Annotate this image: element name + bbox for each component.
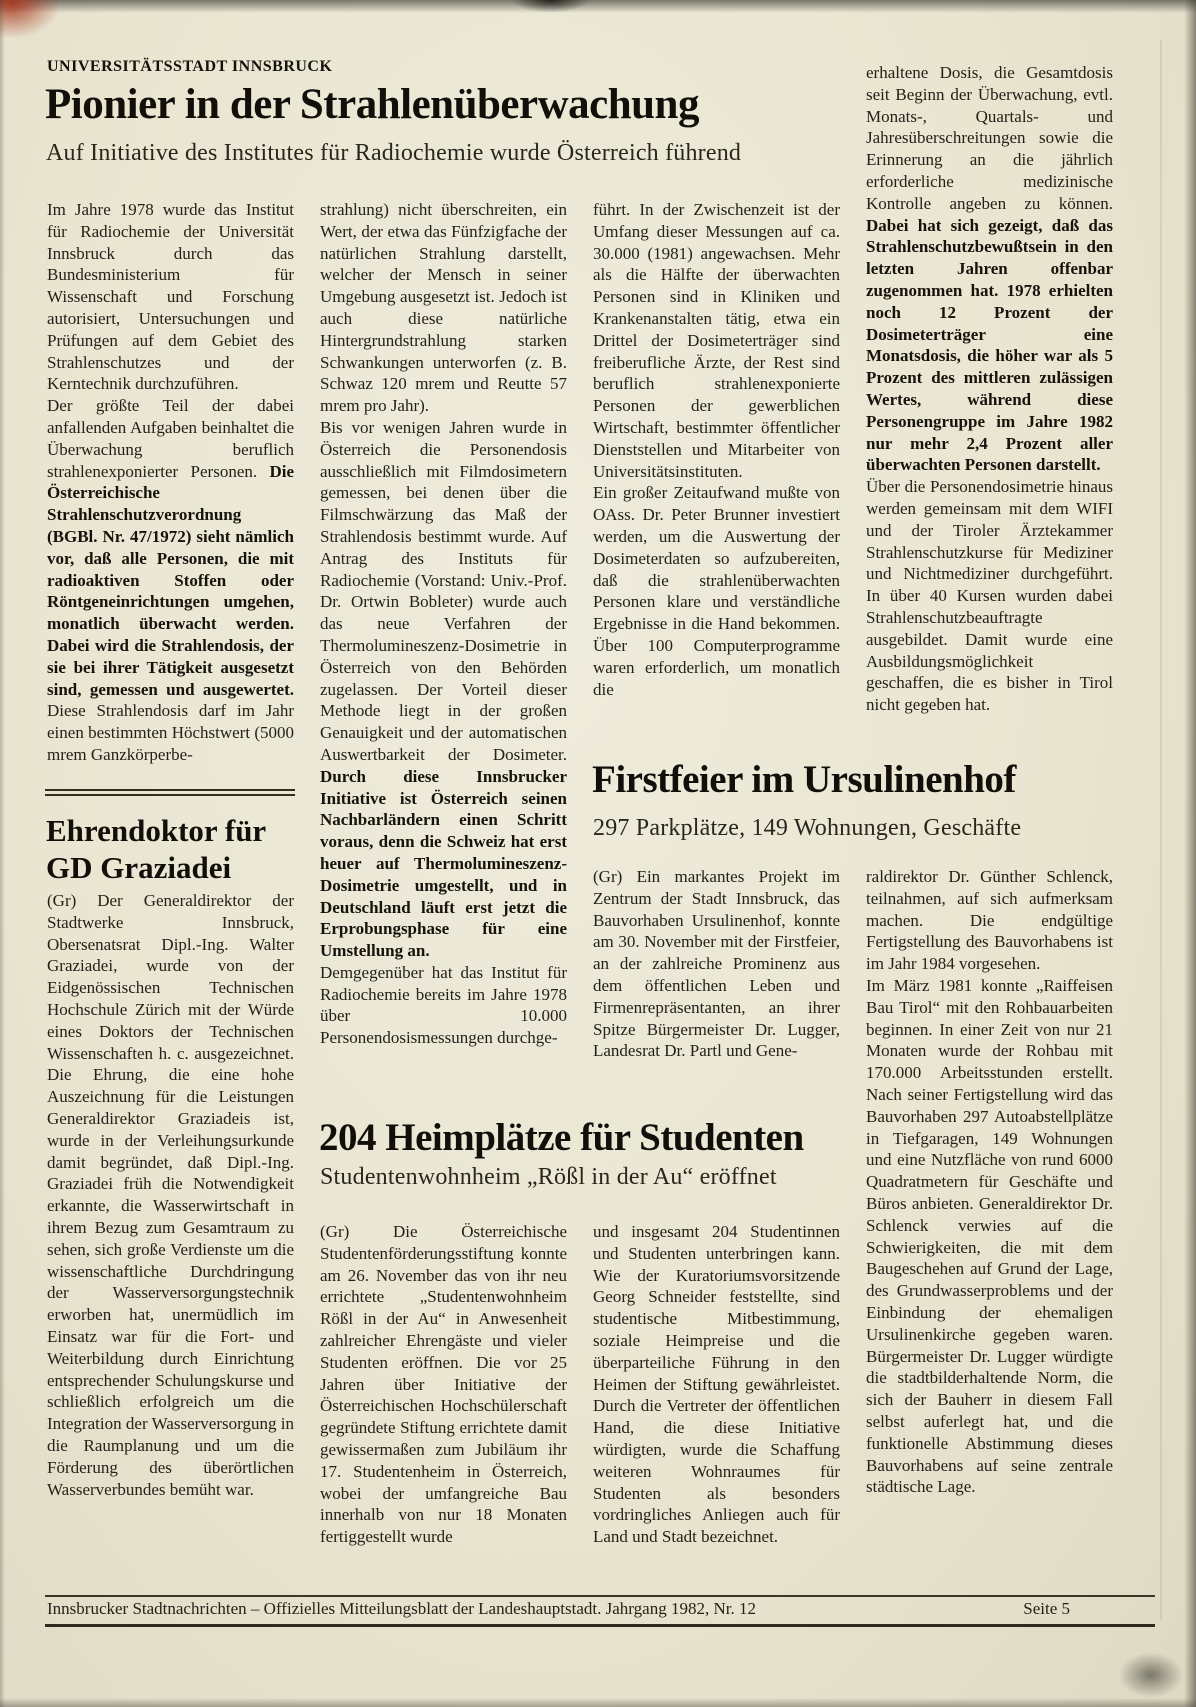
text-run: Diese Strahlendosis darf im Jahr einen bestimmten Höchstwert (5000 mrem Ganzkörperbe-: [47, 701, 294, 764]
text-run: Im Jahre 1978 wurde das Institut für Radiochemie der Universität Innsbruck durch das Bundesministerium für Wissenschaft und Forschung autorisiert, Untersuchungen und Prüfungen auf dem Gebiet des Strahlenschutzes und der Kerntechnik durchzuführen.: [47, 200, 294, 394]
text-run: Im März 1981 konnte „Raiffeisen Bau Tirol“ mit den Rohbauarbeiten beginnen. In einer Zeit von nur 21 Monaten wurde der Rohbau mit 170.000 Arbeitsstunden erstellt. Nach seiner Fertigstellung wird das Bauvorhaben 297 Autoabstellplätze in Tiefgaragen, 149 Wohnungen und eine Nutzfläche von rund 6000 Quadratmetern für Geschäfte und Büros anbieten. Generaldirektor Dr. Schlenck verwies auf die Schwierigkeiten, die mit dem Baugeschehen auf Grund der Lage, des Grundwasserproblems und der Einbindung der ehemaligen Ursulinenkirche gegeben waren. Bürgermeister Dr. Lugger würdigte die stadtbilderhaltende Norm, die sich der Bauherr in diesem Fall selbst auferlegt hat, und die funktionelle Abstimmung dieses Bauvorhabens auf seine zentrale städtische Lage.: [866, 975, 1113, 1497]
footer-rule-bottom: [45, 1624, 1155, 1627]
text-run: Bis vor wenigen Jahren wurde in Österreich die Personendosis ausschließlich mit Filmdosimetern gemessen, bei denen über die Filmschwärzung das Maß der Strahlendosis bestimmt wurde. Auf Antrag des Instituts für Radiochemie (Vorstand: Univ.-Prof. Dr. Ortwin Bobleter) wurde auch das neue Verfahren der Thermolumineszenz-Dosimetrie in Österreich von den Behörden zugelassen. Der Vorteil dieser Methode liegt in der großen Genauigkeit und der automatischen Auswertbarkeit der Dosimeter.: [320, 417, 567, 764]
bold-text-run: Dabei hat sich gezeigt, daß das Strahlenschutzbewußtsein in den letzten Jahren offenbar zugenommen hat. 1978 erhielten noch 12 Prozent der Dosimeterträger eine Monatsdosis, die höher war als 5 Prozent des mittleren zulässigen Wertes, während diese Personengruppe im Jahre 1982 nur mehr 2,4 Prozent aller überwachten Personen darstellt.: [866, 215, 1113, 475]
scan-top-blob: [514, 0, 588, 12]
article-radiation-deck: Auf Initiative des Institutes für Radiochemie wurde Österreich führend: [46, 140, 742, 166]
article-ursulinenhof-headline: Firstfeier im Ursulinenhof: [592, 758, 1016, 801]
paragraph: [593, 482, 840, 700]
article-studenten-column-2: [593, 1221, 840, 1548]
paragraph: [47, 890, 294, 1500]
article-radiation-kicker: UNIVERSITÄTSSTADT INNSBRUCK: [47, 58, 333, 75]
paragraph: [593, 1221, 840, 1548]
article-studenten-column-1: [320, 1221, 567, 1548]
scan-edge-bottom: [0, 1698, 1196, 1707]
section-divider-rule: [45, 789, 295, 796]
text-run: Demgegenüber hat das Institut für Radiochemie bereits im Jahre 1978 über 10.000 Personendosismessungen durchge-: [320, 962, 567, 1048]
footer-page-number: Seite 5: [1023, 1599, 1070, 1618]
paragraph: [47, 199, 294, 395]
text-run: und insgesamt 204 Studentinnen und Studenten unterbringen kann. Wie der Kuratoriumsvorsitzende Georg Schneider feststellte, sind studentische Mitbestimmung, soziale Heimpreise und die überparteiliche Führung in den Heimen der Stiftung gewährleistet. Durch die Vertreter der öffentlichen Hand, die diese Initiative würdigten, wurde die Schaffung weiteren Wohnraumes für Studenten als besonders vordringliches Anliegen auch für Land und Stadt bezeichnet.: [593, 1222, 840, 1547]
article-radiation-column-3: [593, 199, 840, 700]
paragraph: [320, 417, 567, 962]
scan-edge-top: [0, 0, 1196, 13]
article-studenten-headline: 204 Heimplätze für Studenten: [319, 1116, 804, 1159]
text-run: Über die Personendosimetrie hinaus werden gemeinsam mit dem WIFI und der Tiroler Ärztekammer Strahlenschutzkurse für Mediziner und Nichtmediziner durchgeführt. In über 40 Kursen wurden dabei Strahlenschutzbeauftragte ausgebildet. Damit wurde eine Ausbildungsmöglichkeit geschaffen, die es bisher in Tirol nicht gegeben hat.: [866, 477, 1113, 715]
article-studenten-deck: Studentenwohnheim „Rößl in der Au“ eröffnet: [320, 1164, 777, 1190]
paragraph: [866, 866, 1113, 975]
article-graziadei-body: [47, 890, 294, 1500]
footer-publication-line: Innsbrucker Stadtnachrichten – Offizielles Mitteilungsblatt der Landeshauptstadt. Jahrgang 1982, Nr. 12: [47, 1599, 756, 1618]
text-run: (Gr) Die Österreichische Studentenförderungsstiftung konnte am 26. November das von ihr neu errichtete „Studentenwohnheim Rößl in der Au“ in Anwesenheit zahlreicher Ehrengäste und vieler Studenten eröffnen. Die vor 25 Jahren über Initiative der Österreichischen Hochschülerschaft gegründete Stiftung errichtete damit gewissermaßen zum Jubiläum ihr 17. Studentenheim in Österreich, wobei der umfangreiche Bau innerhalb von nur 18 Monaten fertiggestellt wurde: [320, 1222, 567, 1547]
article-graziadei-headline: Ehrendoktor für GD Graziadei: [46, 813, 266, 885]
article-ursulinenhof-column-2: [866, 866, 1113, 1498]
scan-fold-line: [1160, 40, 1162, 1620]
paragraph: [47, 395, 294, 766]
scan-bottom-right-blob: [1118, 1652, 1184, 1698]
footer-rule-top: [45, 1595, 1155, 1597]
article-radiation-column-4: [866, 62, 1113, 716]
text-run: führt. In der Zwischenzeit ist der Umfang dieser Messungen auf ca. 30.000 (1981) angewachsen. Mehr als die Hälfte der überwachten Personen sind in Kliniken und Krankenanstalten tätig, etwa ein Drittel der Dosimeterträger sind freiberufliche Ärzte, der Rest sind beruflich strahlenexponierte Personen der gewerblichen Wirtschaft, bestimmter öffentlicher Dienststellen und Mitarbeiter von Universitätsinstituten.: [593, 200, 840, 481]
article-ursulinenhof-deck: 297 Parkplätze, 149 Wohnungen, Geschäfte: [593, 815, 1022, 841]
paragraph: [320, 1221, 567, 1548]
text-run: Ein großer Zeitaufwand mußte von OAss. Dr. Peter Brunner investiert werden, um die Auswertung der Dosimeterdaten so aufzubereiten, daß die strahlenüberwachten Personen klare und verständliche Ergebnisse in die Hand bekommen. Über 100 Computerprogramme waren erforderlich, um monatlich die: [593, 483, 840, 699]
article-ursulinenhof-column-1: [593, 866, 840, 1062]
article-radiation-headline: Pionier in der Strahlenüberwachung: [45, 81, 699, 128]
article-radiation-column-2: [320, 199, 567, 1049]
scan-edge-left: [0, 0, 5, 1707]
paragraph: [866, 476, 1113, 716]
paragraph: [593, 866, 840, 1062]
text-run: (Gr) Ein markantes Projekt im Zentrum der Stadt Innsbruck, das Bauvorhaben Ursulinenhof, konnte am 30. November mit der Firstfeier, an der zahlreiche Prominenz aus dem öffentlichen Leben und Firmenrepräsentanten, an ihrer Spitze Bürgermeister Dr. Lugger, Landesrat Dr. Partl und Gene-: [593, 867, 840, 1061]
text-run: strahlung) nicht überschreiten, ein Wert, der etwa das Fünfzigfache der natürlichen Strahlung darstellt, welcher der Mensch in seiner Umgebung ausgesetzt ist. Jedoch ist auch diese natürliche Hintergrundstrahlung starken Schwankungen unterworfen (z. B. Schwaz 120 mrem und Reutte 57 mrem pro Jahr).: [320, 200, 567, 416]
text-run: Der größte Teil der dabei anfallenden Aufgaben beinhaltet die Überwachung beruflich strahlenexponierter Personen.: [47, 396, 294, 481]
scan-red-corner-mark: [0, 0, 60, 38]
paragraph: [320, 962, 567, 1049]
paragraph: [866, 975, 1113, 1498]
text-run: (Gr) Der Generaldirektor der Stadtwerke Innsbruck, Obersenatsrat Dipl.-Ing. Walter Graziadei, wurde von der Eidgenössischen Technischen Hochschule Zürich mit der Würde eines Doktors der Technischen Wissenschaften h. c. ausgezeichnet. Die Ehrung, die eine hohe Auszeichnung für die Leistungen Generaldirektor Graziadeis ist, wurde in der Verleihungsurkunde damit begründet, daß Dipl.-Ing. Graziadei früh die Notwendigkeit erkannte, die Wasserwirtschaft in ihrem Bezug zum Gesamtraum zu sehen, sich große Verdienste um die wissenschaftliche Durchdringung der Wasserversorgungstechnik erworben hat, unermüdlich im Einsatz war für die Fort- und Weiterbildung durch Einrichtung entsprechender Schulungskurse und schließlich erfolgreich um die Integration der Wasserversorgung in die Raumplanung und um die Förderung des überörtlichen Wasserverbundes bemüht war.: [47, 891, 294, 1499]
article-radiation-column-1: [47, 199, 294, 766]
bold-text-run: Durch diese Innsbrucker Initiative ist Österreich seinen Nachbarländern einen Schritt voraus, denn die Schweiz hat erst heuer auf Thermolumineszenz-Dosimetrie umgestellt, und in Deutschland läuft erst jetzt die Erprobungsphase für eine Umstellung an.: [320, 766, 567, 961]
bold-text-run: Die Österreichische Strahlenschutzverordnung (BGBl. Nr. 47/1972) sieht nämlich vor, daß alle Personen, die mit radioaktiven Stoffen oder Röntgeneinrichtungen umgehen, monatlich überwacht werden. Dabei wird die Strahlendosis, der sie bei ihrer Tätigkeit ausgesetzt sind, gemessen und ausgewertet.: [47, 461, 294, 699]
scan-edge-right: [1184, 0, 1196, 1707]
text-run: raldirektor Dr. Günther Schlenck, teilnahmen, auf sich aufmerksam machen. Die endgültige Fertigstellung des Bauvorhabens ist im Jahr 1984 vorgesehen.: [866, 867, 1113, 974]
text-run: erhaltene Dosis, die Gesamtdosis seit Beginn der Überwachung, evtl. Monats-, Quartals- und Jahresüberschreitungen sowie die Erinnerung an die jährlich erforderliche medizinische Kontrolle angeben zu können.: [866, 63, 1113, 213]
paragraph: [593, 199, 840, 482]
paragraph: [320, 199, 567, 417]
paragraph: [866, 62, 1113, 476]
